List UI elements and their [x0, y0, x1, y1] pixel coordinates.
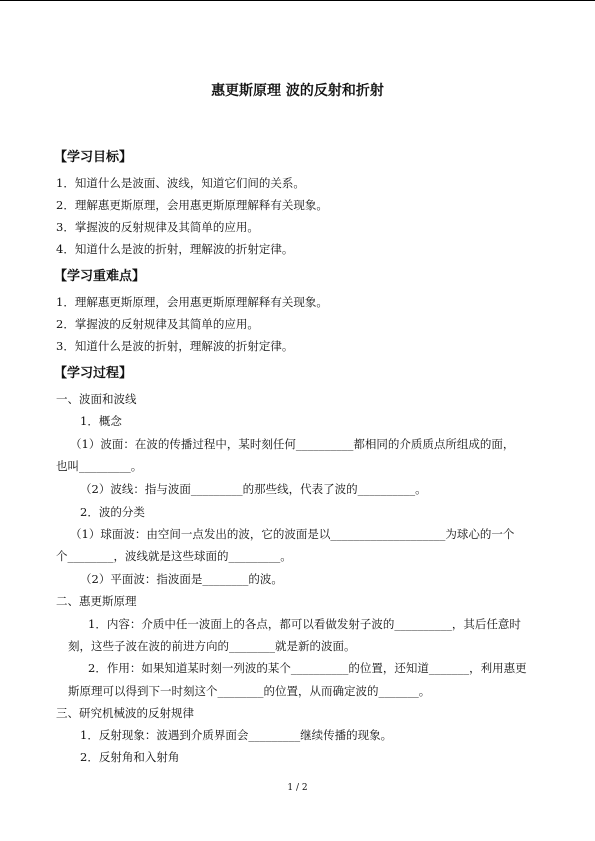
process-line: 2．作用：如果知道某时刻一列波的某个__________的位置，还知道_______，利用惠更	[88, 661, 527, 675]
process-line: 个________，波线就是这些球面的_________。	[56, 549, 292, 563]
process-line: 也叫_________。	[56, 459, 143, 473]
process-subheading: 2．反射角和入射角	[80, 750, 180, 764]
key-point-item: 2．掌握波的反射规律及其简单的应用。	[56, 317, 259, 331]
process-heading-3: 三、研究机械波的反射规律	[56, 706, 194, 720]
process-line: （2）平面波：指波面是________的波。	[80, 572, 283, 586]
goal-item: 4．知道什么是波的折射，理解波的折射定律。	[56, 242, 294, 256]
process-line: （1）波面：在波的传播过程中，某时刻任何__________都相同的介质质点所组成的面，	[70, 437, 515, 451]
top-border-line	[0, 0, 595, 1]
process-line: 斯原理可以得到下一时刻这个________的位置，从而确定波的_______。	[68, 684, 431, 698]
process-line: 刻，这些子波在波的前进方向的________就是新的波面。	[68, 639, 356, 653]
key-point-item: 3．知道什么是波的折射，理解波的折射定律。	[56, 339, 294, 353]
process-line: （1）球面波：由空间一点发出的波，它的波面是以____________________为球心的一个	[70, 527, 515, 541]
section-heading-goals: 【学习目标】	[54, 150, 133, 165]
section-heading-key-points: 【学习重难点】	[54, 269, 146, 284]
process-line: 1．反射现象：波遇到介质界面会_________继续传播的现象。	[80, 728, 393, 742]
document-title: 惠更斯原理 波的反射和折射	[211, 83, 384, 99]
process-subheading: 1．概念	[80, 414, 122, 428]
goal-item: 2．理解惠更斯原理，会用惠更斯原理解释有关现象。	[56, 198, 328, 212]
section-heading-process: 【学习过程】	[54, 366, 133, 381]
goal-item: 1．知道什么是波面、波线，知道它们间的关系。	[56, 176, 305, 190]
process-heading-1: 一、波面和波线	[56, 392, 137, 406]
page-number: 1 / 2	[287, 783, 308, 793]
goal-item: 3．掌握波的反射规律及其简单的应用。	[56, 220, 259, 234]
process-line: （2）波线：指与波面_________的那些线，代表了波的__________。	[80, 482, 427, 496]
process-heading-2: 二、惠更斯原理	[56, 594, 137, 608]
key-point-item: 1．理解惠更斯原理，会用惠更斯原理解释有关现象。	[56, 295, 328, 309]
process-line: 1．内容：介质中任一波面上的各点，都可以看做发射子波的__________，其后任意时	[88, 617, 521, 631]
process-subheading: 2．波的分类	[80, 505, 145, 519]
